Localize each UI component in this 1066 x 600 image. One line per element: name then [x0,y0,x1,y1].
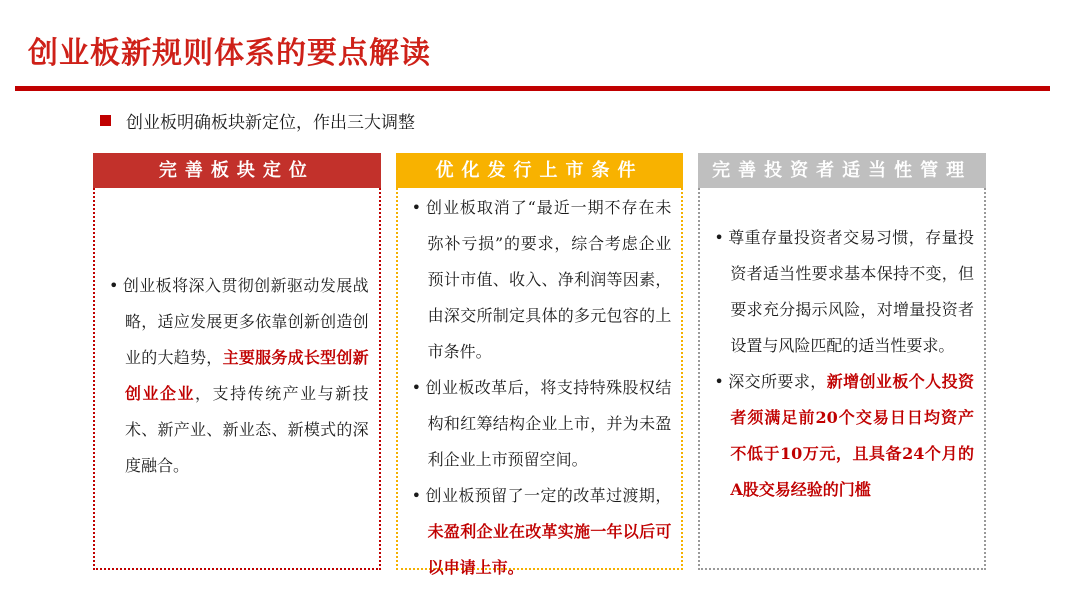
body-text: 创业板将深入贯彻创新驱动发展战略，适应发展更多依靠创新创造创业的大趋势， [122,276,369,367]
bullet-item [109,268,369,484]
page-title: 创业板新规则体系的要点解读 [28,36,431,71]
square-bullet-icon [100,115,111,126]
body-text: ，支持传统产业与新技术、新产业、新业态、新模式的深度融合。 [125,384,369,475]
highlighted-text: 新增创业板个人投资者须满足前20个交易日日均资产不低于10万元，且具备24个月的A股交易经验的门槛 [730,372,975,499]
bullet-dot-icon: • [411,486,422,505]
body-text: 创业板预留了一定的改革过渡期， [425,486,672,505]
title-divider [15,86,1050,91]
column-1-header: 完善板块定位 [93,153,381,188]
bullet-item [412,190,672,370]
column-3-header: 完善投资者适当性管理 [698,153,986,188]
bullet-dot-icon: • [714,228,724,247]
bullet-item [714,220,974,364]
body-text: 创业板改革后，将支持特殊股权结构和红筹结构企业上市，并为未盈利企业上市预留空间。 [425,378,672,469]
bullet-dot-icon: • [411,378,422,397]
bullet-item [714,364,974,508]
column-1-body [95,188,379,484]
column-1 [93,153,381,570]
intro-text: 创业板明确板块新定位，作出三大调整 [126,113,415,133]
body-text: 深交所要求， [727,372,827,391]
bullet-item [412,478,672,586]
body-text: 尊重存量投资者交易习惯，存量投资者适当性要求基本保持不变，但要求充分揭示风险，对增量投资者设置与风险匹配的适当性要求。 [727,228,975,355]
body-text: 创业板取消了“最近一期不存在未弥补亏损”的要求，综合考虑企业预计市值、收入、净利润等因素，由深交所制定具体的多元包容的上市条件。 [425,198,672,361]
bullet-item [412,370,672,478]
bullet-dot-icon: • [714,372,724,391]
column-3-body [700,188,984,508]
bullet-dot-icon: • [411,198,422,217]
column-2-body [398,188,682,586]
column-2 [396,153,684,577]
column-2-header: 优化发行上市条件 [396,153,684,188]
highlighted-text: 未盈利企业在改革实施一年以后可以申请上市。 [427,522,672,577]
columns [93,153,986,577]
highlighted-text: 主要服务成长型创新创业企业 [125,348,369,403]
bullet-dot-icon: • [109,276,119,295]
intro-row [100,108,415,133]
column-3 [698,153,986,570]
